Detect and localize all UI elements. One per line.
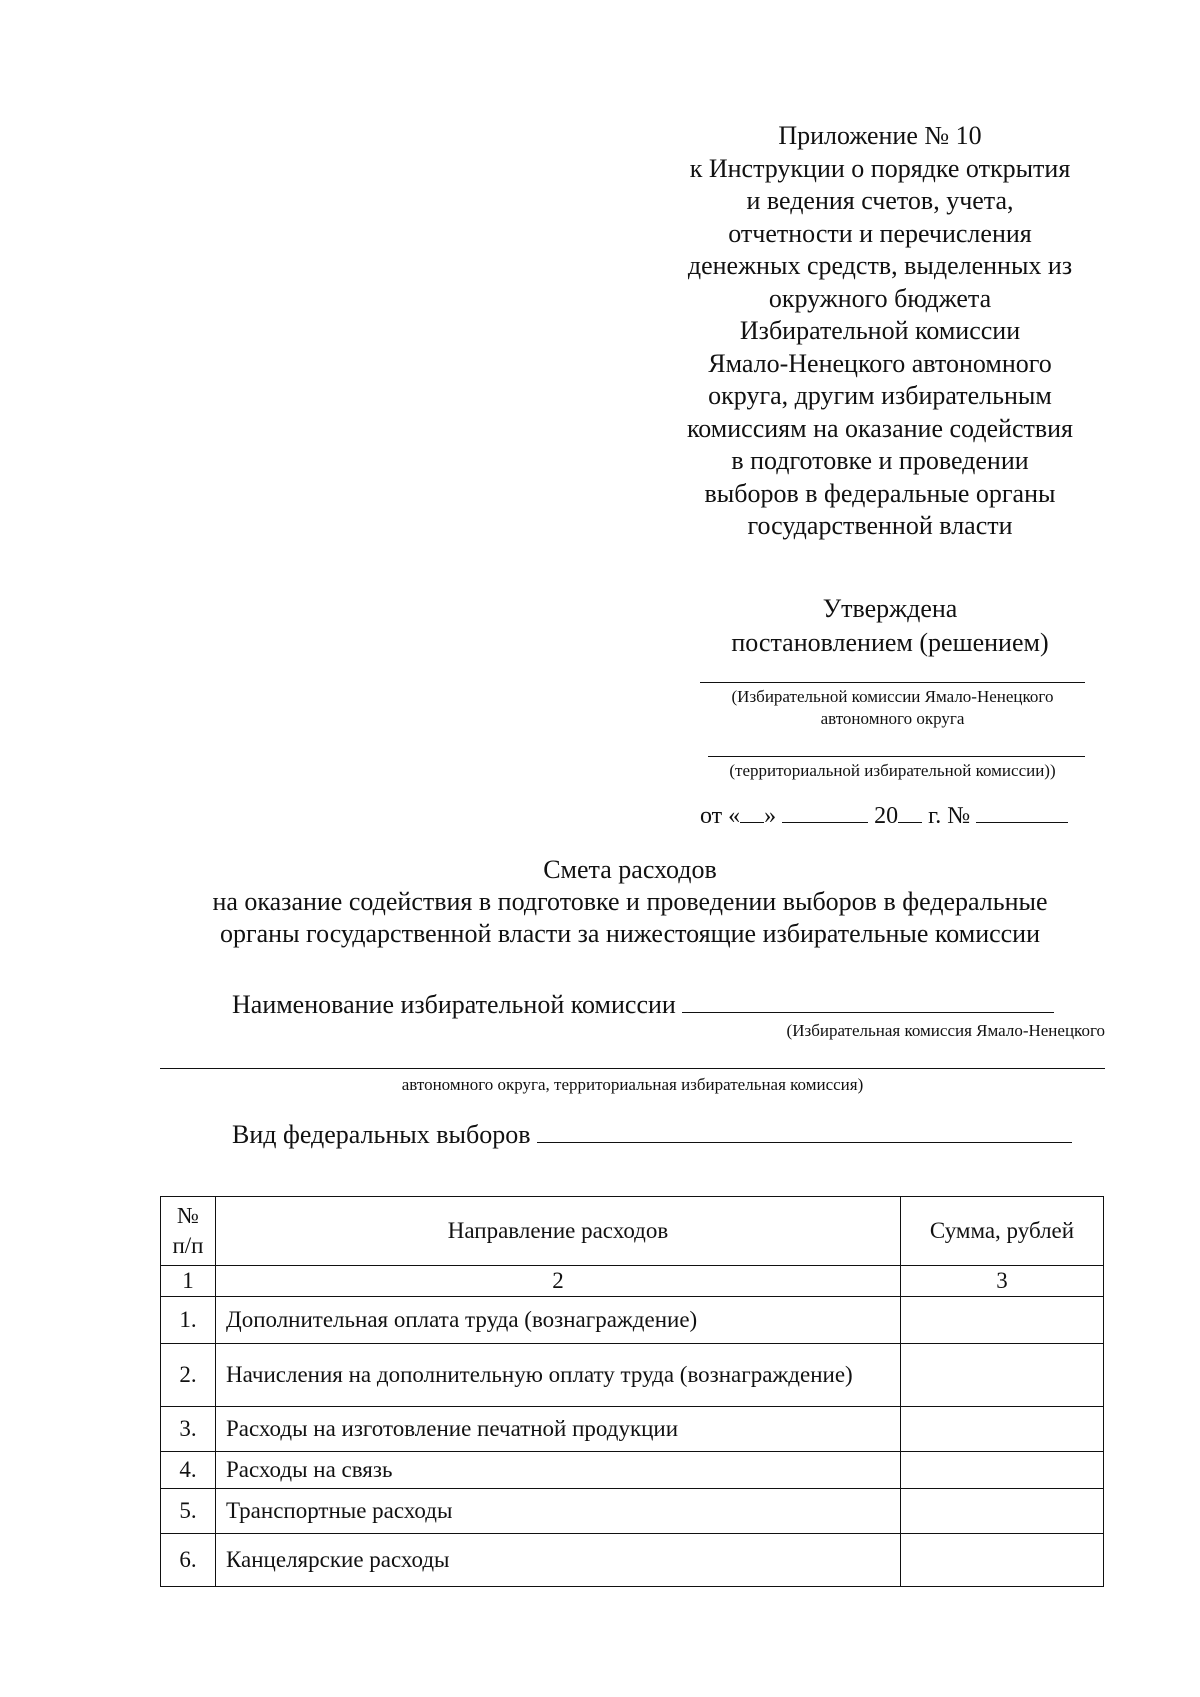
date-prefix: от «	[700, 803, 741, 829]
column-number: 1	[161, 1266, 216, 1297]
title-line: на оказание содействия в подготовке и проведении выборов в федеральные	[212, 887, 1048, 916]
row-direction: Канцелярские расходы	[216, 1534, 901, 1587]
appendix-line: государственной власти	[747, 511, 1013, 540]
appendix-line: выборов в федеральные органы	[704, 478, 1056, 508]
column-numbering-row	[161, 1266, 1104, 1297]
table-header-row	[161, 1197, 1104, 1266]
date-number-line	[700, 800, 1068, 830]
appendix-line: отчетности и перечисления	[728, 218, 1032, 248]
header-sum: Сумма, рублей	[901, 1197, 1104, 1266]
election-type-label: Вид федеральных выборов	[232, 1120, 531, 1149]
title-line: органы государственной власти за нижестоящие избирательные комиссии	[219, 919, 1041, 948]
header-direction: Направление расходов	[216, 1197, 901, 1266]
row-number: 5.	[161, 1489, 216, 1534]
approval-title: Утверждена	[822, 594, 958, 623]
commission-name-label: Наименование избирательной комиссии	[232, 990, 676, 1019]
table-row	[161, 1534, 1104, 1587]
year-prefix: 20	[874, 803, 899, 829]
header-number-label: п/п	[172, 1233, 204, 1258]
title-line: Смета расходов	[543, 855, 717, 884]
row-number: 1.	[161, 1297, 216, 1344]
row-sum-cell[interactable]	[901, 1452, 1104, 1489]
appendix-line: окружного бюджета	[768, 283, 992, 313]
row-sum-cell[interactable]	[901, 1534, 1104, 1587]
header-number	[161, 1197, 216, 1266]
row-sum-cell[interactable]	[901, 1489, 1104, 1534]
row-direction: Начисления на дополнительную оплату труда (вознаграждение)	[216, 1344, 901, 1407]
row-direction: Расходы на изготовление печатной продукции	[216, 1407, 901, 1452]
row-direction: Расходы на связь	[216, 1452, 901, 1489]
table-row	[161, 1489, 1104, 1534]
row-sum-cell[interactable]	[901, 1344, 1104, 1407]
row-sum-cell[interactable]	[901, 1407, 1104, 1452]
number-label: г. №	[922, 803, 971, 829]
column-number: 2	[216, 1266, 901, 1297]
appendix-line: к Инструкции о порядке открытия	[689, 153, 1071, 183]
appendix-line: денежных средств, выделенных из	[687, 251, 1073, 280]
row-sum-cell[interactable]	[901, 1297, 1104, 1344]
territorial-note: (территориальной избирательной комиссии))	[729, 761, 1056, 780]
row-direction: Транспортные расходы	[216, 1489, 901, 1534]
approval-subtitle: постановлением (решением)	[731, 628, 1049, 657]
appendix-line: Избирательной комиссии	[739, 316, 1021, 345]
month-blank	[782, 800, 868, 823]
commission-name-field	[232, 990, 1054, 1020]
appendix-line: Ямало-Ненецкого автономного	[708, 348, 1052, 378]
row-number: 2.	[161, 1344, 216, 1407]
year-blank	[898, 800, 922, 823]
table-row	[161, 1344, 1104, 1407]
commission-signature-line	[700, 682, 1085, 683]
table-row	[161, 1452, 1104, 1489]
day-blank	[740, 800, 764, 823]
appendix-header	[640, 120, 1120, 543]
election-type-field	[232, 1120, 1072, 1150]
row-number: 6.	[161, 1534, 216, 1587]
commission-note-line: автономного округа	[820, 709, 965, 728]
date-close: »	[764, 803, 777, 829]
expense-table	[160, 1196, 1104, 1587]
commission-note	[690, 686, 1095, 730]
commission-name-note-2: автономного округа, территориальная избирательная комиссия)	[401, 1075, 864, 1094]
appendix-line: в подготовке и проведении	[731, 446, 1029, 475]
commission-name-line-2	[160, 1068, 1105, 1069]
appendix-line: комиссиям на оказание содействия	[686, 413, 1074, 443]
commission-name-input-line[interactable]	[682, 1012, 1054, 1013]
commission-note-line: (Избирательной комиссии Ямало-Ненецкого	[731, 687, 1054, 706]
document-title	[150, 854, 1110, 950]
appendix-line: Приложение № 10	[778, 121, 982, 150]
column-number: 3	[901, 1266, 1104, 1297]
approval-block	[690, 592, 1090, 660]
election-type-input-line[interactable]	[537, 1142, 1072, 1143]
table-row	[161, 1407, 1104, 1452]
row-number: 4.	[161, 1452, 216, 1489]
row-number: 3.	[161, 1407, 216, 1452]
commission-name-note-1: (Избирательная комиссия Ямало-Ненецкого	[786, 1021, 1105, 1040]
header-number-symbol: №	[177, 1203, 199, 1228]
row-direction: Дополнительная оплата труда (вознаграждение)	[216, 1297, 901, 1344]
appendix-line: и ведения счетов, учета,	[746, 186, 1014, 215]
territorial-signature-line	[708, 756, 1085, 757]
table-row	[161, 1297, 1104, 1344]
number-blank	[976, 800, 1068, 823]
appendix-line: округа, другим избирательным	[708, 381, 1052, 410]
